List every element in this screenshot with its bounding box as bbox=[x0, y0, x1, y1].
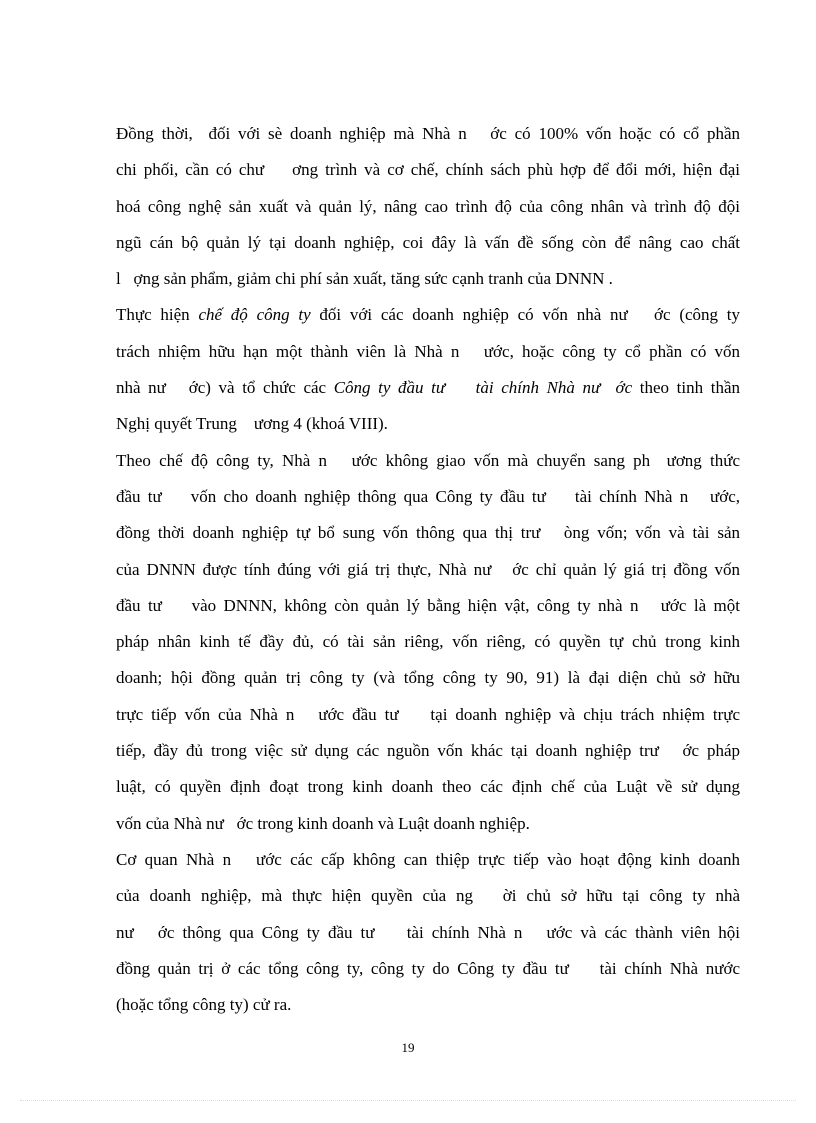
text-segment: hoá công nghệ sản xuất và quản lý, nâng cao trình độ của công nhân và trình độ đội bbox=[116, 196, 740, 216]
page-number: 19 bbox=[401, 1040, 415, 1055]
text-line bbox=[116, 334, 740, 370]
text-segment: đầu tư vào DNNN, không còn quản lý bằng hiện vật, công ty nhà n ước là một bbox=[116, 595, 740, 615]
text-segment: trực tiếp vốn của Nhà n ước đầu tư tại doanh nghiệp và chịu trách nhiệm trực bbox=[116, 704, 740, 724]
text-line bbox=[116, 552, 740, 588]
text-line bbox=[116, 443, 740, 479]
text-segment: nhà nư ớc) và tổ chức các bbox=[116, 378, 334, 398]
paragraph bbox=[116, 116, 740, 297]
text-segment: l ợng sản phẩm, giảm chi phí sản xuất, tăng sức cạnh tranh của DNNN . bbox=[116, 269, 613, 289]
text-line bbox=[116, 951, 740, 987]
body-text bbox=[116, 116, 740, 1023]
text-line bbox=[116, 660, 740, 696]
text-segment: Cơ quan Nhà n ước các cấp không can thiệp trực tiếp vào hoạt động kinh doanh bbox=[116, 849, 740, 869]
text-line bbox=[116, 297, 740, 333]
text-line bbox=[116, 987, 740, 1023]
text-segment: Thực hiện bbox=[116, 305, 199, 325]
text-line bbox=[116, 152, 740, 188]
text-segment: đồng quản trị ở các tổng công ty, công ty do Công ty đầu tư tài chính Nhà nước bbox=[116, 958, 740, 978]
text-segment: trách nhiệm hữu hạn một thành viên là Nhà n ước, hoặc công ty cổ phần có vốn bbox=[116, 341, 740, 361]
text-segment: ngũ cán bộ quản lý tại doanh nghiệp, coi đây là vấn đề sống còn để nâng cao chất bbox=[116, 232, 740, 252]
text-line bbox=[116, 261, 740, 297]
text-line bbox=[116, 515, 740, 551]
text-segment: vốn của Nhà nư ớc trong kinh doanh và Luật doanh nghiệp. bbox=[116, 813, 530, 833]
text-segment: của DNNN được tính đúng với giá trị thực, Nhà nư ớc chỉ quản lý giá trị đồng vốn bbox=[116, 559, 740, 579]
text-segment: nư ớc thông qua Công ty đầu tư tài chính Nhà n ước và các thành viên hội bbox=[116, 922, 740, 942]
text-line bbox=[116, 624, 740, 660]
text-line bbox=[116, 915, 740, 951]
text-segment: (hoặc tổng công ty) cử ra. bbox=[116, 995, 292, 1015]
text-line bbox=[116, 479, 740, 515]
text-segment: đối với các doanh nghiệp có vốn nhà nư ớc (công ty bbox=[310, 305, 741, 325]
text-line bbox=[116, 769, 740, 805]
text-segment: đầu tư vốn cho doanh nghiệp thông qua Công ty đầu tư tài chính Nhà n ước, bbox=[116, 486, 740, 506]
text-segment: theo tinh thần bbox=[632, 378, 741, 398]
text-segment: tiếp, đầy đủ trong việc sử dụng các nguồn vốn khác tại doanh nghiệp trư ớc pháp bbox=[116, 741, 740, 761]
paragraph bbox=[116, 297, 740, 442]
text-line bbox=[116, 842, 740, 878]
text-segment: pháp nhân kinh tế đầy đủ, có tài sản riêng, vốn riêng, có quyền tự chủ trong kinh bbox=[116, 632, 740, 652]
text-segment: doanh; hội đồng quản trị công ty (và tổng công ty 90, 91) là đại diện chủ sở hữu bbox=[116, 668, 740, 688]
text-segment: Theo chế độ công ty, Nhà n ước không giao vốn mà chuyển sang ph ương thức bbox=[116, 450, 740, 470]
italic-text-segment: chế độ công ty bbox=[198, 305, 311, 325]
paragraph bbox=[116, 842, 740, 1023]
text-segment: luật, có quyền định đoạt trong kinh doanh theo các định chế của Luật về sử dụng bbox=[116, 777, 740, 797]
text-line bbox=[116, 588, 740, 624]
italic-text-segment: Công ty đầu tư tài chính Nhà nư ớc bbox=[333, 378, 633, 398]
text-line bbox=[116, 406, 740, 442]
paragraph bbox=[116, 443, 740, 842]
page-bottom-edge bbox=[20, 1100, 796, 1101]
text-line bbox=[116, 189, 740, 225]
text-line bbox=[116, 878, 740, 914]
text-segment: Đồng thời, đối với sè doanh nghiệp mà Nhà n ớc có 100% vốn hoặc có cổ phần bbox=[116, 124, 740, 143]
text-segment: đồng thời doanh nghiệp tự bổ sung vốn thông qua thị trư òng vốn; vốn và tài sản bbox=[116, 523, 740, 543]
text-line bbox=[116, 116, 740, 152]
text-line bbox=[116, 733, 740, 769]
text-line bbox=[116, 225, 740, 261]
text-line bbox=[116, 370, 740, 406]
text-line bbox=[116, 697, 740, 733]
text-segment: của doanh nghiệp, mà thực hiện quyền của ng ời chủ sở hữu tại công ty nhà bbox=[116, 886, 740, 906]
text-segment: Nghị quyết Trung ương 4 (khoá VIII). bbox=[116, 414, 388, 434]
text-line bbox=[116, 806, 740, 842]
text-segment: chi phối, cần có chư ơng trình và cơ chế, chính sách phù hợp để đổi mới, hiện đại bbox=[116, 160, 740, 180]
